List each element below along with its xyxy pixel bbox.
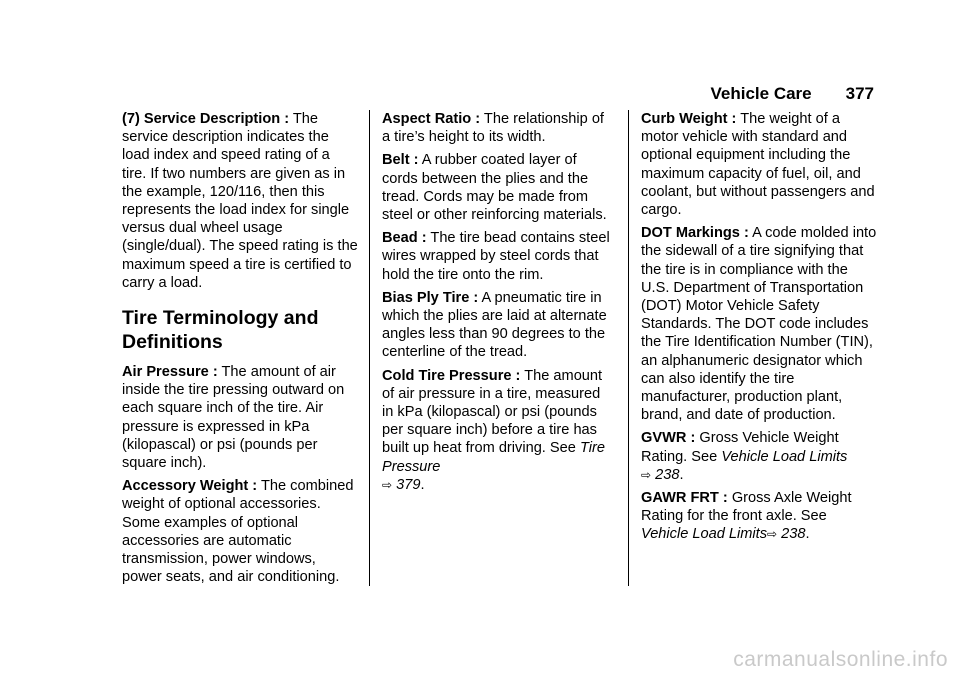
cross-reference-title: Vehicle Load Limits — [641, 526, 768, 543]
term-belt: Belt : — [382, 152, 419, 169]
cross-reference-page: 379 — [396, 476, 421, 493]
entry-gawr-frt — [641, 489, 877, 544]
definition-gvwr: Gross Vehicle Weight Rating. See — [641, 430, 839, 465]
definition-bias-ply-tire: A pneumatic tire in which the plies are laid at alternate angles less than 90 degrees to the centerline of the tread. — [382, 289, 607, 361]
entry-gvwr — [641, 429, 877, 484]
term-aspect-ratio: Aspect Ratio : — [382, 111, 481, 127]
cross-reference-title: Vehicle Load Limits — [721, 448, 848, 465]
page-reference-icon: ⇨ — [641, 467, 652, 482]
sentence-end: . — [420, 476, 425, 493]
term-accessory-weight: Accessory Weight : — [122, 478, 258, 495]
cross-reference-page: 238 — [655, 466, 680, 483]
column-divider-right — [628, 110, 629, 586]
column-middle — [382, 110, 612, 499]
definition-bead: The tire bead contains steel wires wrapped by steel cords that hold the tire onto the rim. — [382, 230, 610, 283]
term-cold-tire-pressure: Cold Tire Pressure : — [382, 367, 521, 384]
entry-service-description — [122, 110, 358, 292]
entry-accessory-weight — [122, 477, 358, 586]
entry-belt — [382, 151, 612, 224]
section-title: Vehicle Care — [710, 84, 812, 103]
entry-dot-markings — [641, 224, 877, 424]
entry-bias-ply-tire — [382, 289, 612, 362]
definition-aspect-ratio: The relationship of a tire’s height to its width. — [382, 111, 604, 146]
entry-bead — [382, 229, 612, 284]
cross-reference-vehicle-load-limits[interactable] — [641, 526, 806, 542]
cross-reference-page: 238 — [781, 526, 806, 543]
definition-dot-markings: A code molded into the sidewall of a tire signifying that the tire is in compliance with the U.S. Department of Transportation (DOT) Motor Vehicle Safety Standards. The DOT code includes the Tire Identification Number (TIN), an alphanumeric designator which can also identify the tire manufacturer, production plant, brand, and date of production. — [641, 225, 877, 424]
entry-aspect-ratio — [382, 110, 612, 146]
definition-gawr-frt: Gross Axle Weight Rating for the front axle. See — [641, 490, 852, 525]
term-dot-markings: DOT Markings : — [641, 225, 749, 242]
term-bias-ply-tire: Bias Ply Tire : — [382, 289, 479, 306]
definition-air-pressure: The amount of air inside the tire pressing outward on each square inch of the tire. Air pressure is expressed in kPa (kilopascal) or psi (pounds per square inch). — [122, 364, 345, 472]
page-reference-icon: ⇨ — [382, 477, 393, 492]
page-header — [711, 84, 875, 104]
sentence-end: . — [805, 526, 810, 543]
column-left — [122, 110, 358, 591]
definition-curb-weight: The weight of a motor vehicle with standard and optional equipment including the maximum capacity of fuel, oil, and coolant, but without passengers and cargo. — [641, 111, 875, 219]
entry-cold-tire-pressure — [382, 367, 612, 494]
column-right — [641, 110, 877, 549]
term-service-description: (7) Service Description : — [122, 111, 290, 127]
entry-air-pressure — [122, 363, 358, 472]
definition-service-description: The service description indicates the load index and speed rating of a tire. If two numbers are given as in the example, 120/116, then this represents the load index for single versus dual wheel usage (single/dual). The speed rating is the maximum speed a tire is certified to carry a load. — [122, 111, 358, 291]
term-curb-weight: Curb Weight : — [641, 111, 737, 127]
definition-belt: A rubber coated layer of cords between the plies and the tread. Cords may be made from steel or other reinforcing materials. — [382, 152, 607, 224]
sentence-end: . — [679, 466, 684, 483]
cross-reference-title: Tire Pressure — [382, 440, 605, 475]
definition-accessory-weight: The combined weight of optional accessories. Some examples of optional accessories are automatic transmission, power windows, power seats, and air conditioning. — [122, 478, 354, 586]
page-number: 377 — [845, 84, 874, 103]
term-air-pressure: Air Pressure : — [122, 364, 218, 381]
watermark: carmanualsonline.info — [733, 648, 948, 671]
section-heading — [122, 306, 358, 354]
term-bead: Bead : — [382, 230, 427, 247]
term-gvwr: GVWR : — [641, 430, 696, 447]
term-gawr-frt: GAWR FRT : — [641, 490, 728, 507]
section-heading-line1: Tire Terminology and — [122, 307, 319, 330]
entry-curb-weight — [641, 110, 877, 219]
section-heading-line2: Definitions — [122, 331, 223, 354]
page-reference-icon: ⇨ — [767, 527, 778, 542]
definition-cold-tire-pressure: The amount of air pressure in a tire, measured in kPa (kilopascal) or psi (pounds per square inch) before a tire has built up heat from driving. See — [382, 367, 603, 457]
column-divider-left — [369, 110, 370, 586]
